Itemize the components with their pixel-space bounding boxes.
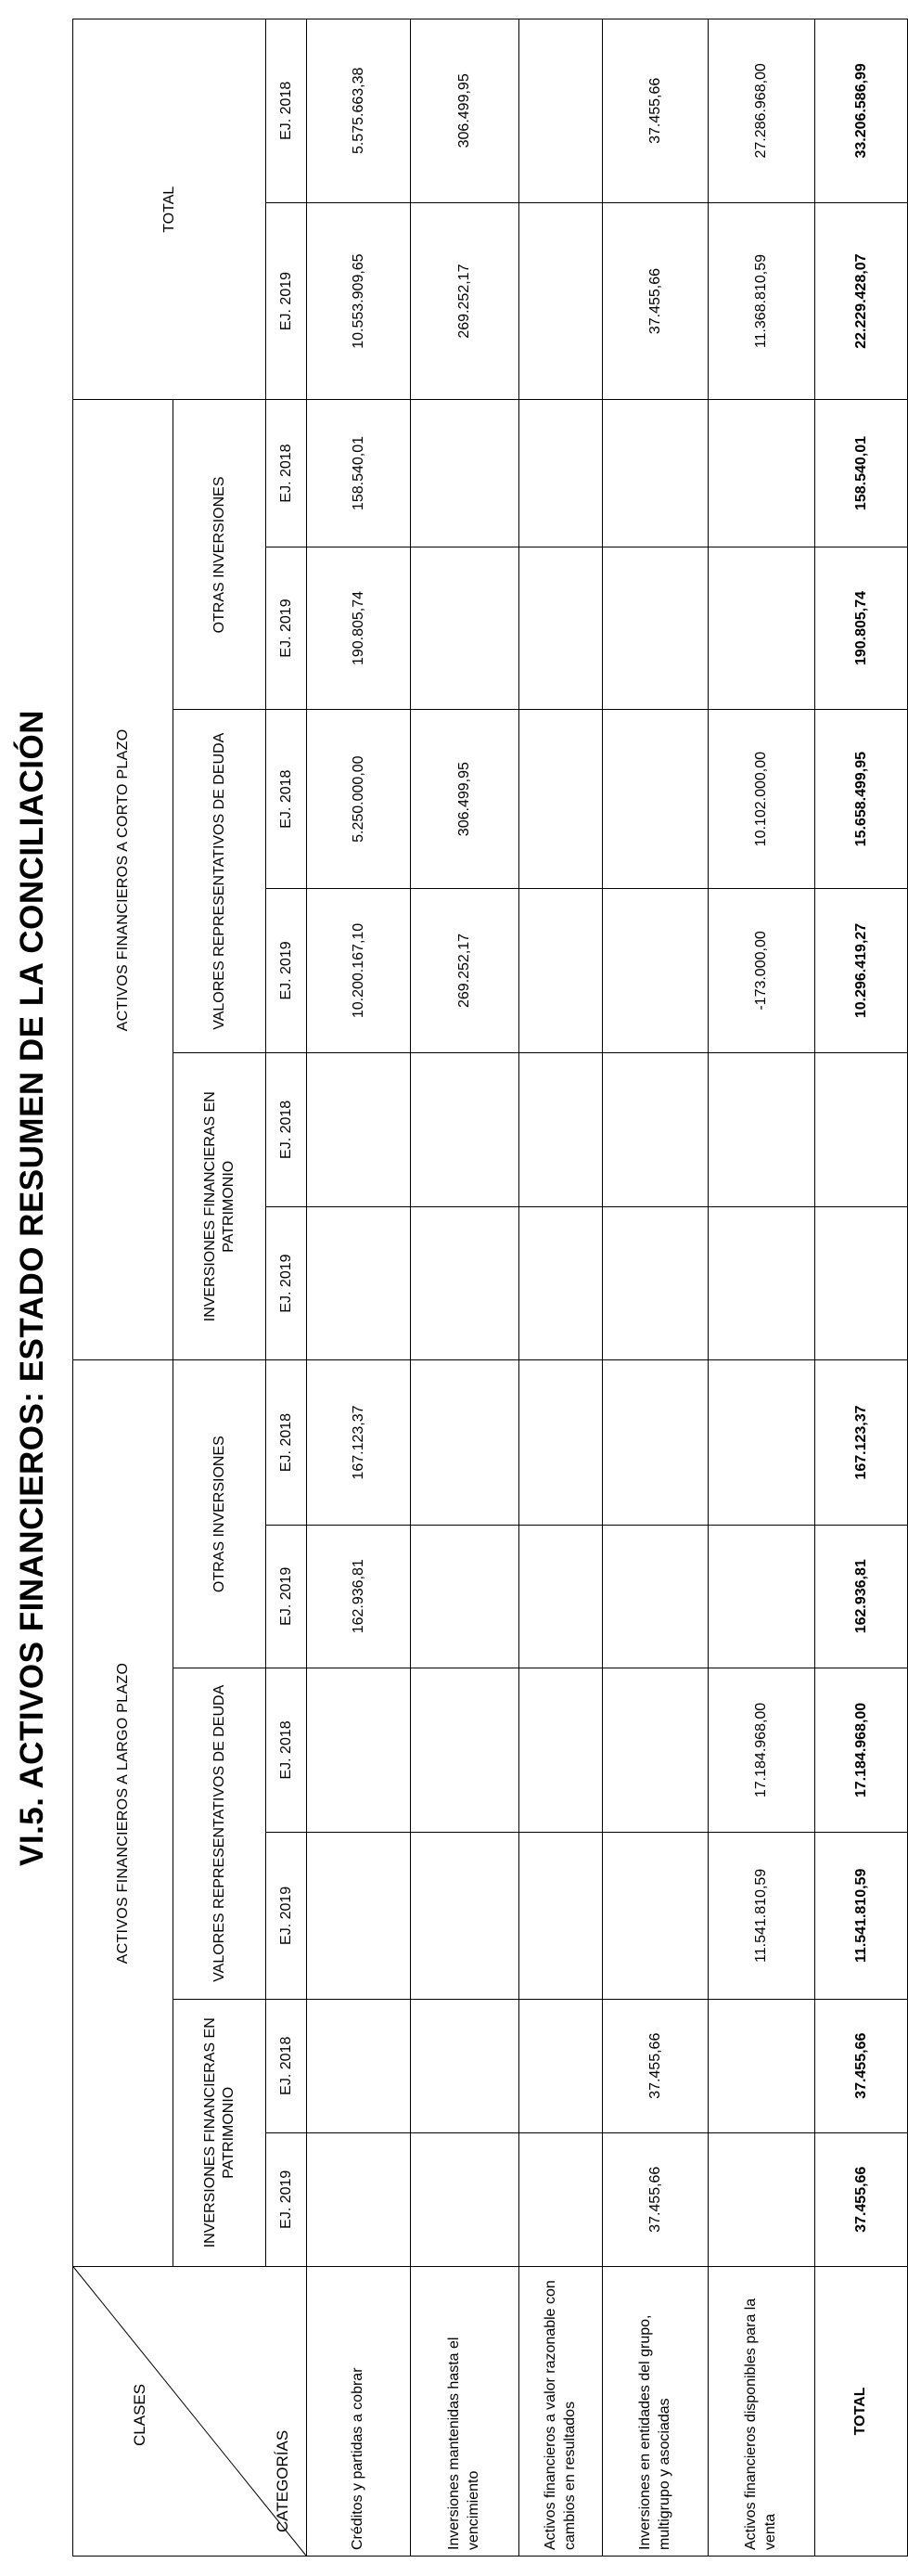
cell-value [519, 202, 603, 400]
total-value: 158.540,01 [815, 400, 908, 547]
cell-value [709, 400, 815, 547]
cell-value [519, 1206, 603, 1360]
cell-value [411, 400, 519, 547]
cell-value: 158.540,01 [307, 400, 411, 547]
cell-value: 11.541.810,59 [709, 1833, 815, 2000]
header-cp-debt: VALORES REPRESENTATIVOS DE DEUDA [173, 710, 266, 1053]
row-label: Activos financieros a valor razonable con cambios en resultados [519, 2266, 603, 2556]
cell-value [519, 2132, 603, 2266]
cell-value [307, 1668, 411, 1832]
cell-value [603, 547, 709, 710]
header-cp-equity: INVERSIONES FINANCIERAS EN PATRIMONIO [173, 1053, 266, 1360]
cell-value [519, 1833, 603, 2000]
cell-value [603, 888, 709, 1052]
year-header: EJ. 2018 [266, 1668, 307, 1832]
cell-value: 37.455,66 [603, 2132, 709, 2266]
header-total: TOTAL [73, 19, 266, 400]
table-row [519, 19, 603, 2557]
header-long-term: ACTIVOS FINANCIEROS A LARGO PLAZO [73, 1360, 173, 2266]
total-value: 37.455,66 [815, 1999, 908, 2132]
cell-value [411, 1999, 519, 2132]
cell-value [709, 1360, 815, 1525]
table-row [307, 19, 411, 2557]
total-value: 167.123,37 [815, 1360, 908, 1525]
cell-value: 162.936,81 [307, 1525, 411, 1668]
header-short-term: ACTIVOS FINANCIEROS A CORTO PLAZO [73, 400, 173, 1360]
cell-value [519, 1360, 603, 1525]
cell-value [519, 19, 603, 203]
cell-value [411, 1360, 519, 1525]
reconciliation-table [72, 19, 908, 2557]
cell-value [519, 1053, 603, 1207]
cell-value [307, 1053, 411, 1207]
cell-value: 17.184.968,00 [709, 1668, 815, 1832]
year-header: EJ. 2018 [266, 400, 307, 547]
cell-value [519, 547, 603, 710]
cell-value [411, 547, 519, 710]
year-header: EJ. 2019 [266, 547, 307, 710]
total-value: 17.184.968,00 [815, 1668, 908, 1832]
cell-value: 306.499,95 [411, 19, 519, 203]
cell-value: 10.200.167,10 [307, 888, 411, 1052]
year-header: EJ. 2019 [266, 1206, 307, 1360]
header-corner-cell [73, 2266, 307, 2556]
year-header: EJ. 2018 [266, 19, 307, 203]
categorias-label: CATEGORÍAS [274, 2429, 291, 2532]
total-value: 33.206.586,99 [815, 19, 908, 203]
page-title: VI.5. ACTIVOS FINANCIEROS: ESTADO RESUMEN DE LA CONCILIACIÓN [14, 710, 50, 1866]
year-header: EJ. 2018 [266, 1053, 307, 1207]
header-lp-debt: VALORES REPRESENTATIVOS DE DEUDA [173, 1668, 266, 1999]
reconciliation-table-wrapper [72, 0, 869, 2557]
year-header: EJ. 2018 [266, 710, 307, 888]
total-row [815, 19, 908, 2557]
cell-value: 11.368.810,59 [709, 202, 815, 400]
row-label: Activos financieros disponibles para la venta [709, 2266, 815, 2556]
cell-value [307, 1833, 411, 2000]
cell-value [519, 1668, 603, 1832]
cell-value: 5.575.663,38 [307, 19, 411, 203]
cell-value [411, 2132, 519, 2266]
cell-value [709, 1053, 815, 1207]
cell-value [411, 1668, 519, 1832]
cell-value [603, 1360, 709, 1525]
table-row [411, 19, 519, 2557]
table-row [603, 19, 709, 2557]
cell-value [603, 1206, 709, 1360]
cell-value [603, 1668, 709, 1832]
cell-value: 10.102.000,00 [709, 710, 815, 888]
cell-value: 269.252,17 [411, 888, 519, 1052]
cell-value: 269.252,17 [411, 202, 519, 400]
cell-value [519, 1525, 603, 1668]
cell-value [709, 1206, 815, 1360]
cell-value: 190.805,74 [307, 547, 411, 710]
cell-value [603, 1525, 709, 1668]
total-value: 10.296.419,27 [815, 888, 908, 1052]
row-label: Inversiones en entidades del grupo, multigrupo y asociadas [603, 2266, 709, 2556]
header-lp-other: OTRAS INVERSIONES [173, 1360, 266, 1668]
cell-value [709, 547, 815, 710]
total-value: 37.455,66 [815, 2132, 908, 2266]
cell-value [709, 1999, 815, 2132]
cell-value: 10.553.909,65 [307, 202, 411, 400]
cell-value [411, 1206, 519, 1360]
cell-value: -173.000,00 [709, 888, 815, 1052]
total-value [815, 1206, 908, 1360]
year-header: EJ. 2019 [266, 202, 307, 400]
total-value [815, 1053, 908, 1207]
cell-value [519, 1999, 603, 2132]
year-header: EJ. 2018 [266, 1360, 307, 1525]
cell-value [307, 2132, 411, 2266]
cell-value: 5.250.000,00 [307, 710, 411, 888]
table-row [709, 19, 815, 2557]
total-value: 15.658.499,95 [815, 710, 908, 888]
total-value: 22.229.428,07 [815, 202, 908, 400]
cell-value [603, 710, 709, 888]
cell-value [519, 710, 603, 888]
cell-value: 37.455,66 [603, 19, 709, 203]
cell-value [519, 888, 603, 1052]
total-value: 190.805,74 [815, 547, 908, 710]
header-cp-other: OTRAS INVERSIONES [173, 400, 266, 710]
cell-value [307, 1206, 411, 1360]
year-header: EJ. 2018 [266, 1999, 307, 2132]
row-label: Créditos y partidas a cobrar [307, 2266, 411, 2556]
cell-value [603, 1833, 709, 2000]
total-label: TOTAL [815, 2266, 908, 2556]
cell-value [603, 1053, 709, 1207]
total-value: 162.936,81 [815, 1525, 908, 1668]
cell-value: 37.455,66 [603, 202, 709, 400]
cell-value: 167.123,37 [307, 1360, 411, 1525]
cell-value: 306.499,95 [411, 710, 519, 888]
year-header: EJ. 2019 [266, 1525, 307, 1668]
cell-value: 27.286.968,00 [709, 19, 815, 203]
header-lp-equity: INVERSIONES FINANCIERAS EN PATRIMONIO [173, 1999, 266, 2266]
cell-value [709, 1525, 815, 1668]
year-header: EJ. 2019 [266, 1833, 307, 2000]
cell-value [709, 2132, 815, 2266]
clases-label: CLASES [131, 2383, 148, 2446]
corner-diagonal [73, 2267, 306, 2556]
cell-value [603, 400, 709, 547]
cell-value [307, 1999, 411, 2132]
row-label: Inversiones mantenidas hasta el vencimiento [411, 2266, 519, 2556]
cell-value: 37.455,66 [603, 1999, 709, 2132]
cell-value [411, 1833, 519, 2000]
total-value: 11.541.810,59 [815, 1833, 908, 2000]
cell-value [519, 400, 603, 547]
cell-value [411, 1053, 519, 1207]
cell-value [411, 1525, 519, 1668]
year-header: EJ. 2019 [266, 888, 307, 1052]
year-header: EJ. 2019 [266, 2132, 307, 2266]
